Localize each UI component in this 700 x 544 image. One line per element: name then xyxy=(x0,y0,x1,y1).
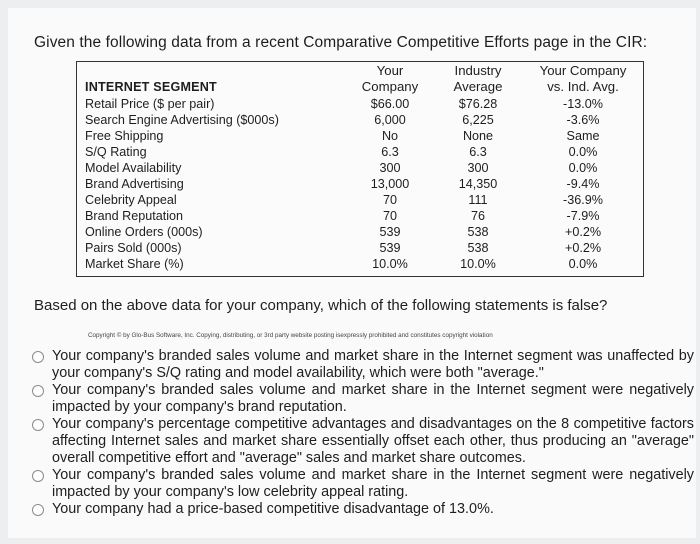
vs-avg-value: +0.2% xyxy=(564,241,602,255)
vs-avg-value: 0.0% xyxy=(568,161,598,175)
col-header-vs-avg-line2: vs. Ind. Avg. xyxy=(547,79,619,94)
vs-avg-value: 0.0% xyxy=(568,145,598,159)
industry-value: $76.28 xyxy=(458,97,498,111)
company-value: 6,000 xyxy=(374,113,406,127)
vs-avg-value: -9.4% xyxy=(566,177,600,191)
vs-avg-value: -13.0% xyxy=(563,97,603,111)
answer-option-3[interactable] xyxy=(30,416,694,467)
row-label: Brand Advertising xyxy=(85,177,184,191)
answer-option-5[interactable] xyxy=(30,501,694,518)
row-label: S/Q Rating xyxy=(85,145,147,159)
vs-avg-value: Same xyxy=(566,129,600,143)
company-value: 300 xyxy=(379,161,401,175)
company-value: No xyxy=(381,129,399,143)
answer-option-4[interactable] xyxy=(30,467,694,501)
radio-button-icon[interactable] xyxy=(32,504,44,516)
vs-avg-value: -7.9% xyxy=(566,209,600,223)
competitive-efforts-table xyxy=(76,61,644,277)
question-title: Given the following data from a recent Comparative Competitive Efforts page in the CIR: xyxy=(34,34,648,51)
industry-value: None xyxy=(462,129,494,143)
company-value: 70 xyxy=(382,209,397,223)
industry-value: 538 xyxy=(467,241,489,255)
row-label: Brand Reputation xyxy=(85,209,184,223)
vs-avg-value: -3.6% xyxy=(566,113,600,127)
row-label: Free Shipping xyxy=(85,129,164,143)
radio-button-icon[interactable] xyxy=(32,419,44,431)
col-header-vs-avg-line1: Your Company xyxy=(539,63,627,78)
industry-value: 10.0% xyxy=(460,257,496,271)
industry-value: 76 xyxy=(470,209,485,223)
industry-value: 6.3 xyxy=(469,145,487,159)
answer-option-1[interactable] xyxy=(30,348,694,382)
row-label: Search Engine Advertising ($000s) xyxy=(85,113,279,127)
col-header-industry-line2: Average xyxy=(453,79,503,94)
company-value: 10.0% xyxy=(372,257,408,271)
segment-header: INTERNET SEGMENT xyxy=(85,80,217,94)
answer-option-text: Your company's branded sales volume and market share in the Internet segment was unaffected by your company's S/Q rating and model availability, which were both "average." xyxy=(52,348,694,381)
company-value: 539 xyxy=(379,241,401,255)
vs-avg-value: +0.2% xyxy=(564,225,602,239)
radio-button-icon[interactable] xyxy=(32,385,44,397)
company-value: 6.3 xyxy=(381,145,399,159)
copyright-notice: Copyright © by Glo-Bus Software, Inc. Copying, distributing, or 3rd party website posting isexpressly prohibited and constitutes copyright violation xyxy=(88,332,493,339)
radio-button-icon[interactable] xyxy=(32,351,44,363)
row-label: Retail Price ($ per pair) xyxy=(85,97,215,111)
industry-value: 14,350 xyxy=(458,177,498,191)
industry-value: 300 xyxy=(467,161,489,175)
row-label: Online Orders (000s) xyxy=(85,225,203,239)
followup-question: Based on the above data for your company, which of the following statements is false? xyxy=(34,297,608,314)
row-label: Celebrity Appeal xyxy=(85,193,177,207)
answer-option-text: Your company's branded sales volume and market share in the Internet segment were negatively impacted by your company's low celebrity appeal rating. xyxy=(52,467,694,500)
row-label: Pairs Sold (000s) xyxy=(85,241,182,255)
col-header-industry-line1: Industry xyxy=(454,63,502,78)
company-value: 539 xyxy=(379,225,401,239)
col-header-company-line1: Your xyxy=(376,63,404,78)
answer-options xyxy=(30,348,694,518)
industry-value: 111 xyxy=(468,193,488,207)
page xyxy=(8,8,696,538)
vs-avg-value: 0.0% xyxy=(568,257,598,271)
row-label: Market Share (%) xyxy=(85,257,184,271)
answer-option-text: Your company's branded sales volume and market share in the Internet segment were negatively impacted by your company's brand reputation. xyxy=(52,382,694,415)
company-value: 70 xyxy=(382,193,397,207)
radio-button-icon[interactable] xyxy=(32,470,44,482)
company-value: 13,000 xyxy=(370,177,410,191)
industry-value: 538 xyxy=(467,225,489,239)
answer-option-text: Your company had a price-based competitive disadvantage of 13.0%. xyxy=(52,501,494,517)
col-header-company-line2: Company xyxy=(361,79,419,94)
answer-option-text: Your company's percentage competitive advantages and disadvantages on the 8 competitive factors affecting Internet sales and market share essentially offset each other, thus producing an "average" overall competitive effort and "average" sales and market share outcomes. xyxy=(52,416,694,466)
industry-value: 6,225 xyxy=(462,113,494,127)
answer-option-2[interactable] xyxy=(30,382,694,416)
vs-avg-value: -36.9% xyxy=(563,193,603,207)
company-value: $66.00 xyxy=(370,97,410,111)
row-label: Model Availability xyxy=(85,161,182,175)
